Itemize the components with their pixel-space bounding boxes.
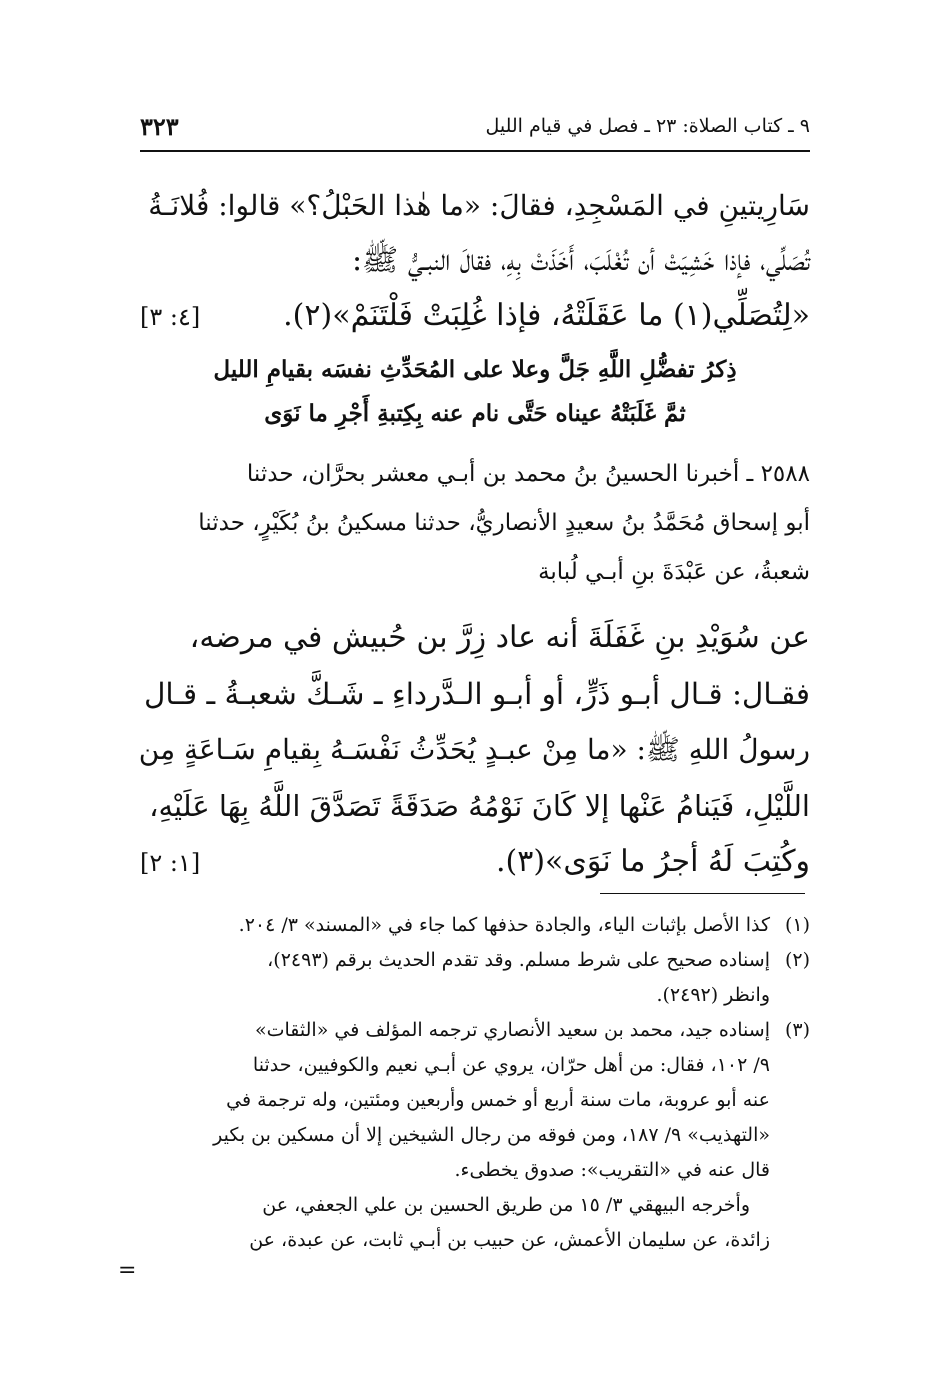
text-line: فقـال: قـال أبـو ذَرٍّ، أو أبـو الـدَّرداءِ ـ شَـكَّ شعبـةُ ـ قـال [143, 677, 810, 711]
footnote-rule [600, 893, 805, 894]
text-line: عن سُوَيْدِ بنِ غَفَلَةَ أنه عاد زِرَّ بن حُبيش في مرضه، [189, 620, 810, 655]
footnote-body: إسناده صحيح على شرط مسلم. وقد تقدم الحديث برقم (٢٤٩٣)، وانظر (٢٤٩٢). [267, 949, 770, 1006]
footnote-number: (١) [784, 914, 810, 936]
footnotes [140, 908, 810, 1258]
text-line: أبو إسحاق مُحَمَّدُ بنُ سعيدٍ الأنصاريُّ، حدثنا مسكينُ بنُ بُكَيْرٍ، حدثنا [198, 510, 810, 536]
section-heading [140, 348, 810, 436]
heading-line-1: ذِكرُ تفضُّلِ اللَّهِ جَلَّ وعلا على المُحَدِّثِ نفسَه بقيامِ الليل [213, 356, 737, 383]
footnote [140, 943, 810, 1013]
page-number: ٣٢٣ [140, 111, 179, 141]
continuation-mark: = [118, 1258, 137, 1283]
hadith-continuation-paragraph [140, 178, 810, 345]
header-rule [140, 150, 810, 152]
footnote-continuation: وأخرجه البيهقي ٣/ ١٥ من طريق الحسين بن علي الجعفي، عن زائدة، عن سليمان الأعمش، عن حبيب بن أبـي ثابت، عن عبدة، عن [249, 1194, 770, 1251]
matn-paragraph [140, 610, 810, 891]
reference-marker: [٤: ٣] [140, 303, 201, 331]
isnad-paragraph [140, 450, 810, 597]
text-line: اللَّيْلِ، فَيَنامُ عَنْها إلا كَانَ نَوْمُهُ صَدَقَةً تَصَدَّقَ اللَّهُ بِهَا عَلَيْهِ، [149, 789, 810, 823]
text-line: وكُتِبَ لَهُ أجرُ ما نَوَى»(٣). [١: ٢] [140, 834, 810, 891]
footnote [140, 908, 810, 943]
footnote-number: (٢) [784, 949, 810, 971]
text-line: شعبةُ، عن عَبْدَةَ بنِ أبـي لُبابة [538, 559, 810, 585]
footnote-number: (٣) [784, 1019, 810, 1041]
text-line: رسولُ اللهِ ﷺ: «ما مِنْ عبـدٍ يُحَدِّثُ نَفْسَـهُ بِقيامِ سَـاعَةٍ مِن [138, 733, 810, 766]
footnote-body: إسناده جيد، محمد بن سعيد الأنصاري ترجمه المؤلف في «الثقات» ٩/ ١٠٢، فقال: من أهل حرّان، يروي عن أبـي نعيم والكوفيين، حدثنا عنه أبو عروبة، مات سنة أربع أو خمس وأربعين ومئتين، وله ترجمة في «التهذيب» ٩/ ١٨٧، ومن فوقه من رجال الشيخين إلا أن مسكين بن بكير قال عنه في «التقريب»: صدوق يخطىء. [213, 1019, 770, 1181]
text-line: سَارِيتينِ في المَسْجِدِ، فقالَ: «ما هٰذا الحَبْلُ؟» قالوا: فُلانَـةُ [148, 189, 810, 222]
reference-marker: [١: ٢] [140, 849, 201, 877]
heading-line-2: ثمَّ غَلَبَتْهُ عيناه حَتَّى نام عنه بِكِتبةِ أَجْرِ ما نَوَى [264, 400, 686, 427]
page-header [140, 108, 810, 144]
text-line: ٢٥٨٨ ـ أخبرنا الحسينُ بنُ محمد بن أبـي معشر بحرَّان، حدثنا [246, 461, 810, 487]
running-title: ٩ ـ كتاب الصلاة: ٢٣ ـ فصل في قيام الليل [485, 115, 810, 137]
footnote [140, 1013, 810, 1188]
text-line: «لِتُصَلِّي(١) ما عَقَلَتْهُ، فإذا غُلِبَتْ فَلْتَنَمْ»(٢). [٤: ٣] [140, 288, 810, 345]
text-line: تُصَلِّي، فإذا خَشِيَتْ أن تُغْلَبَ، أَخَذَتْ بِهِ، فقالَ النبـيُّ ﷺ: [351, 243, 810, 278]
footnote-body: كذا الأصل بإثبات الياء، والجادة حذفها كما جاء في «المسند» ٣/ ٢٠٤. [238, 914, 770, 936]
